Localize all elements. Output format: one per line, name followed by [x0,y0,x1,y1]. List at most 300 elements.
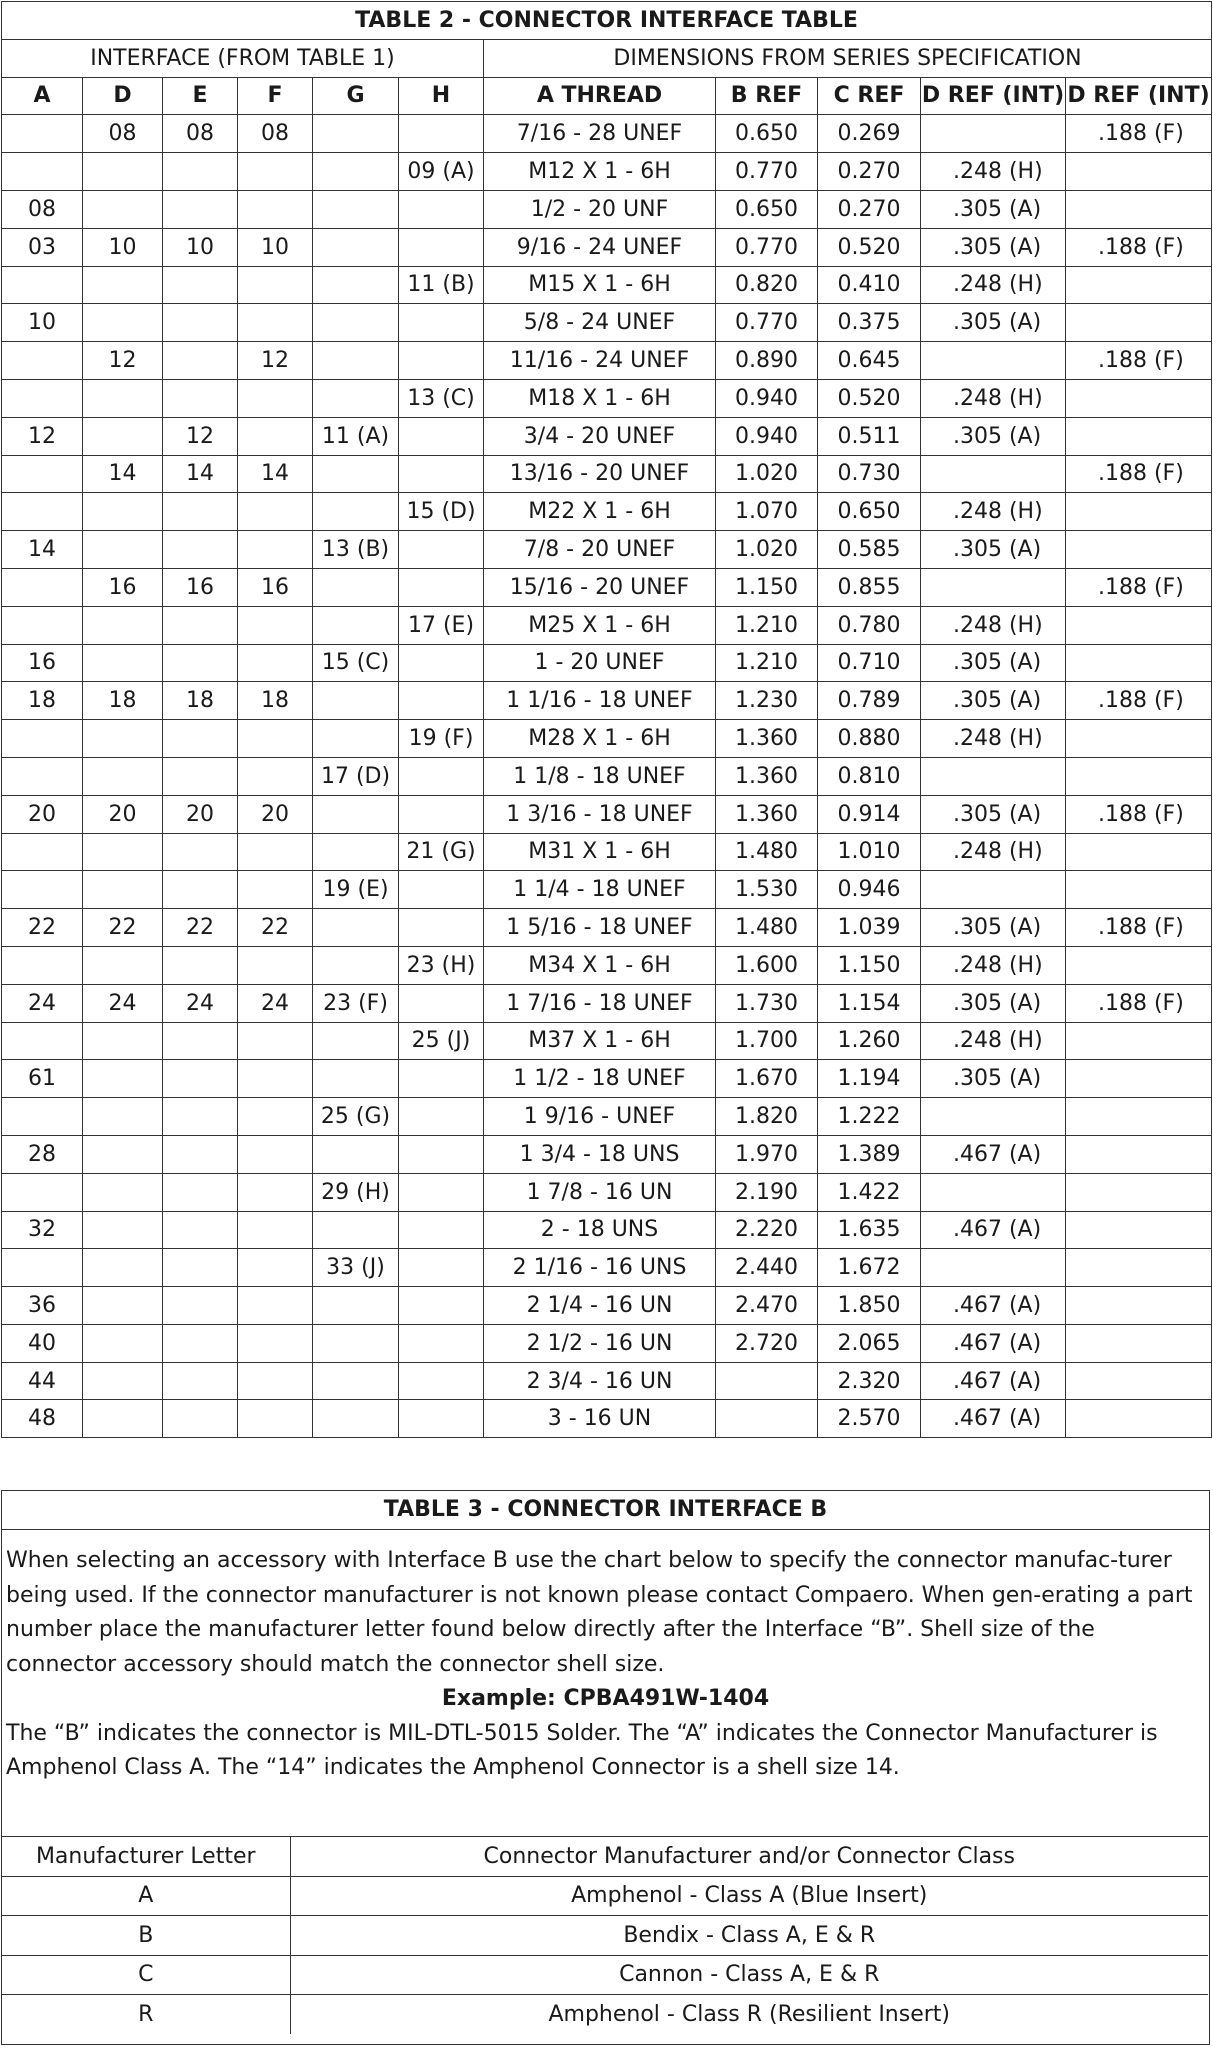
table-cell [238,1135,313,1173]
table-cell: 0.710 [818,644,921,682]
table-cell [1066,1287,1212,1325]
table-cell [1066,1249,1212,1287]
table-cell: 0.650 [716,190,818,228]
table-cell: 2 1/2 - 16 UN [484,1324,716,1362]
table-cell [2,720,83,758]
table-cell [238,1211,313,1249]
table-cell [83,1362,163,1400]
manufacturer-row [2,1995,1208,2034]
table-cell [313,379,399,417]
table-cell: 2 - 18 UNS [484,1211,716,1249]
table-cell: 0.855 [818,568,921,606]
table-cell [399,984,484,1022]
table-cell: 1.154 [818,984,921,1022]
table-cell: 19 (F) [399,720,484,758]
table-cell: 18 [2,682,83,720]
table-cell [313,606,399,644]
table-cell [2,153,83,191]
table-cell: 1.230 [716,682,818,720]
table-cell [238,1400,313,1438]
table-cell [83,1173,163,1211]
table-cell: 0.770 [716,228,818,266]
table-cell: 16 [83,568,163,606]
table-cell [83,1211,163,1249]
table-cell [1066,606,1212,644]
table-cell: 18 [238,682,313,720]
table-cell [2,1022,83,1060]
table-cell: 11 (B) [399,266,484,304]
table-cell: .248 (H) [921,153,1066,191]
table-cell: M22 X 1 - 6H [484,493,716,531]
table-cell [163,871,238,909]
table-cell [313,1324,399,1362]
manufacturer-letter: R [2,1995,290,2034]
table-cell: .467 (A) [921,1324,1066,1362]
table-cell [2,757,83,795]
table-row [2,1022,1212,1060]
table-cell: 40 [2,1324,83,1362]
table-cell: 16 [163,568,238,606]
table-cell: 1 1/16 - 18 UNEF [484,682,716,720]
table-cell: 2.570 [818,1400,921,1438]
table-cell [83,871,163,909]
table-cell: 1.222 [818,1098,921,1136]
table-cell [83,720,163,758]
table-cell [313,266,399,304]
table-cell: 0.770 [716,153,818,191]
table-row [2,1287,1212,1325]
table-cell [1066,720,1212,758]
table-cell [399,757,484,795]
table-cell [1066,1022,1212,1060]
table-cell [399,1400,484,1438]
table-row [2,682,1212,720]
table-cell [921,568,1066,606]
table-cell [238,1287,313,1325]
table-cell [921,871,1066,909]
table-cell [313,228,399,266]
table-cell [2,1249,83,1287]
table-row [2,1211,1212,1249]
table-cell [1066,190,1212,228]
table-cell: 12 [163,417,238,455]
table-cell: M15 X 1 - 6H [484,266,716,304]
table-cell [83,1060,163,1098]
table-cell: 48 [2,1400,83,1438]
table-cell [399,190,484,228]
table-cell: 0.914 [818,795,921,833]
table-cell [163,757,238,795]
table-cell: 0.940 [716,379,818,417]
table-cell: 0.375 [818,304,921,342]
table-cell [83,493,163,531]
table-cell [238,720,313,758]
table3-title: TABLE 3 - CONNECTOR INTERFACE B [2,1491,1209,1530]
table-cell: 1.020 [716,531,818,569]
table-cell [238,1324,313,1362]
table-cell [399,1287,484,1325]
table-cell [399,455,484,493]
table-cell: 22 [83,909,163,947]
table-cell [2,568,83,606]
table-cell: 14 [83,455,163,493]
column-header: D REF (INT) [1066,77,1212,115]
table-cell: .188 (F) [1066,115,1212,153]
table-cell: .188 (F) [1066,568,1212,606]
table-row [2,417,1212,455]
table-cell: 23 (F) [313,984,399,1022]
table-cell [83,757,163,795]
table-cell: .305 (A) [921,531,1066,569]
table-row [2,342,1212,380]
manufacturer-row [2,1876,1208,1916]
table-cell [399,682,484,720]
table-cell [399,1098,484,1136]
table-cell: 22 [2,909,83,947]
table-cell: 2.065 [818,1324,921,1362]
table-cell: .248 (H) [921,493,1066,531]
table-row [2,984,1212,1022]
table-cell [313,1287,399,1325]
table-row [2,531,1212,569]
table-cell: 1.670 [716,1060,818,1098]
table-cell: .188 (F) [1066,984,1212,1022]
table-cell: M28 X 1 - 6H [484,720,716,758]
column-header: B REF [716,77,818,115]
table-cell: 28 [2,1135,83,1173]
column-header: F [238,77,313,115]
table-cell [83,531,163,569]
table-cell: M25 X 1 - 6H [484,606,716,644]
manufacturer-row [2,1955,1208,1995]
table-cell: 1.070 [716,493,818,531]
table-cell [238,379,313,417]
table-cell: M12 X 1 - 6H [484,153,716,191]
table-cell [83,606,163,644]
table-cell [921,1098,1066,1136]
table-cell: 1.422 [818,1173,921,1211]
column-header: H [399,77,484,115]
table-cell: 1.194 [818,1060,921,1098]
manufacturer-header-row [2,1837,1208,1877]
table-cell: 0.789 [818,682,921,720]
table-cell [921,1173,1066,1211]
table-cell: 1/2 - 20 UNF [484,190,716,228]
table-cell: 1.360 [716,757,818,795]
table-cell [163,1249,238,1287]
table-cell: 1.480 [716,833,818,871]
table-cell [1066,379,1212,417]
table-cell [313,909,399,947]
table-cell: 3/4 - 20 UNEF [484,417,716,455]
table-cell [238,606,313,644]
table-cell [2,266,83,304]
table-cell [83,1400,163,1438]
table-cell [1066,1400,1212,1438]
table-cell: 0.880 [818,720,921,758]
table-cell [313,455,399,493]
table-cell: 17 (D) [313,757,399,795]
table-cell: 2.720 [716,1324,818,1362]
table-cell: 20 [163,795,238,833]
table-cell: .467 (A) [921,1287,1066,1325]
table-cell: 20 [238,795,313,833]
table-cell: 1 5/16 - 18 UNEF [484,909,716,947]
table-cell [238,757,313,795]
table-cell [1066,493,1212,531]
table-cell [313,304,399,342]
table3-instructions [2,1530,1209,1815]
table-cell: 08 [2,190,83,228]
table-cell [83,1135,163,1173]
manufacturer-name: Amphenol - Class R (Resilient Insert) [290,1995,1208,2034]
table-cell: 12 [2,417,83,455]
table-cell [238,1249,313,1287]
table-cell [399,1362,484,1400]
table-cell: 25 (G) [313,1098,399,1136]
column-header: A THREAD [484,77,716,115]
table-cell [399,228,484,266]
table-cell: .188 (F) [1066,455,1212,493]
table-row [2,115,1212,153]
table-cell [399,115,484,153]
table-cell [163,1400,238,1438]
table-row [2,909,1212,947]
table-cell [2,871,83,909]
table-cell [313,1362,399,1400]
table-cell: 0.520 [818,379,921,417]
table-cell [163,606,238,644]
table-cell: 20 [83,795,163,833]
table-cell [83,644,163,682]
table-cell: 0.890 [716,342,818,380]
table-cell: 18 [163,682,238,720]
table-row [2,493,1212,531]
table-cell [399,1060,484,1098]
table-cell: .248 (H) [921,946,1066,984]
table-cell [83,379,163,417]
table-cell: 1 1/2 - 18 UNEF [484,1060,716,1098]
table-cell [238,304,313,342]
table-cell [163,379,238,417]
table-cell: 1 1/4 - 18 UNEF [484,871,716,909]
table-cell: 7/8 - 20 UNEF [484,531,716,569]
table-cell: 0.770 [716,304,818,342]
table-cell [399,531,484,569]
table-cell [163,531,238,569]
table-cell: 1 9/16 - UNEF [484,1098,716,1136]
table-cell [238,493,313,531]
table-cell [399,1173,484,1211]
table-cell: 2.190 [716,1173,818,1211]
manufacturer-letter: C [2,1955,290,1995]
table-cell [1066,871,1212,909]
table-cell [399,909,484,947]
table-cell: 1 1/8 - 18 UNEF [484,757,716,795]
table-cell: 1.480 [716,909,818,947]
table-cell [716,1400,818,1438]
table-cell [238,871,313,909]
table-cell: 1.150 [818,946,921,984]
table-cell: 0.585 [818,531,921,569]
manufacturer-name: Amphenol - Class A (Blue Insert) [290,1876,1208,1916]
table-cell: .305 (A) [921,644,1066,682]
table-cell: 1 7/8 - 16 UN [484,1173,716,1211]
table-cell: .305 (A) [921,682,1066,720]
table-cell [313,1022,399,1060]
table-cell: 0.270 [818,190,921,228]
table-cell: 2 3/4 - 16 UN [484,1362,716,1400]
table-cell: M34 X 1 - 6H [484,946,716,984]
table-cell [238,644,313,682]
table-cell [1066,266,1212,304]
table-cell [163,1324,238,1362]
table-cell [83,1249,163,1287]
table-cell: .248 (H) [921,266,1066,304]
table-row [2,190,1212,228]
table-cell [1066,1135,1212,1173]
table-cell: 13 (B) [313,531,399,569]
table-cell: .248 (H) [921,606,1066,644]
example-part-number: Example: CPBA491W-1404 [441,1686,770,1711]
table-cell: .305 (A) [921,417,1066,455]
table-cell [238,153,313,191]
table-cell [163,1022,238,1060]
column-header: Connector Manufacturer and/or Connector Class [290,1837,1208,1877]
table-cell [83,946,163,984]
table-cell [1066,946,1212,984]
table-cell: .305 (A) [921,795,1066,833]
manufacturer-row [2,1916,1208,1956]
table-cell [313,1400,399,1438]
instructions-paragraph: When selecting an accessory with Interface B use the chart below to specify the connector manufac-turer being used. If the connector manufacturer is not known please contact Compaero. When gen-erating a part number place the manufacturer letter found below directly after the Interface “B”. Shell size of the connector accessory should match the connector shell size. [6,1548,1193,1677]
table-cell [313,493,399,531]
table-cell: 24 [2,984,83,1022]
table-cell [921,342,1066,380]
table-row [2,455,1212,493]
table-cell: 21 (G) [399,833,484,871]
table-row [2,757,1212,795]
table-cell: 09 (A) [399,153,484,191]
table-cell: 1.020 [716,455,818,493]
table-row [2,153,1212,191]
table-cell: 16 [2,644,83,682]
table-cell [83,304,163,342]
table-cell: .467 (A) [921,1362,1066,1400]
table-cell [83,266,163,304]
table-cell [83,833,163,871]
table-cell: 44 [2,1362,83,1400]
table-cell [163,644,238,682]
table-cell [313,946,399,984]
table-cell: 3 - 16 UN [484,1400,716,1438]
table-cell [1066,1211,1212,1249]
table-row [2,1362,1212,1400]
table-cell: 1.820 [716,1098,818,1136]
table-cell: 15 (D) [399,493,484,531]
table-cell [163,304,238,342]
table-cell [313,190,399,228]
table-cell: 2.470 [716,1287,818,1325]
table-cell: 9/16 - 24 UNEF [484,228,716,266]
table-cell [83,1287,163,1325]
table-cell: 1 3/4 - 18 UNS [484,1135,716,1173]
table-cell: 0.410 [818,266,921,304]
connector-interface-b-panel [1,1490,1210,2045]
table-cell: .305 (A) [921,984,1066,1022]
table-cell: .305 (A) [921,909,1066,947]
manufacturer-name: Cannon - Class A, E & R [290,1955,1208,1995]
table-row [2,304,1212,342]
table-cell [313,153,399,191]
table-cell: 1.850 [818,1287,921,1325]
table-cell [163,946,238,984]
table-cell [313,568,399,606]
table-cell: 08 [238,115,313,153]
table-cell [1066,644,1212,682]
table-cell [399,1211,484,1249]
table-cell: 25 (J) [399,1022,484,1060]
table-row [2,1060,1212,1098]
column-header: A [2,77,83,115]
table-cell: 7/16 - 28 UNEF [484,115,716,153]
table-cell: .248 (H) [921,720,1066,758]
table-cell: 10 [83,228,163,266]
table-cell [238,1060,313,1098]
table-cell: 1.150 [716,568,818,606]
table-cell: 13/16 - 20 UNEF [484,455,716,493]
connector-interface-table [1,1,1212,1438]
table-cell: .248 (H) [921,833,1066,871]
table-cell: 08 [83,115,163,153]
table-cell [399,644,484,682]
table-cell [83,417,163,455]
table-cell: 12 [83,342,163,380]
table-cell [2,1098,83,1136]
table-cell: 1.970 [716,1135,818,1173]
table-row [2,606,1212,644]
table-cell: .467 (A) [921,1135,1066,1173]
table-cell: 2.320 [818,1362,921,1400]
table-cell [238,1098,313,1136]
table2-group-dimensions: DIMENSIONS FROM SERIES SPECIFICATION [484,39,1212,77]
table-cell [238,417,313,455]
table-cell: 5/8 - 24 UNEF [484,304,716,342]
table2-title: TABLE 2 - CONNECTOR INTERFACE TABLE [2,2,1212,40]
table-cell: 0.650 [716,115,818,153]
example-explanation: The “B” indicates the connector is MIL-DTL-5015 Solder. The “A” indicates the Connector Manufacturer is Amphenol Class A. The “14” indicates the Amphenol Connector is a shell size 14. [6,1720,1158,1780]
table-cell [399,871,484,909]
table-cell [238,833,313,871]
column-header: C REF [818,77,921,115]
table-cell [921,1249,1066,1287]
table-cell: 1 3/16 - 18 UNEF [484,795,716,833]
table-cell: 16 [238,568,313,606]
table-cell: 12 [238,342,313,380]
table-cell [2,379,83,417]
table-cell [163,1362,238,1400]
table-cell: 1.360 [716,795,818,833]
table-cell [238,1022,313,1060]
table-cell [2,833,83,871]
table-cell: .305 (A) [921,228,1066,266]
table-cell: 36 [2,1287,83,1325]
table-cell: 1.600 [716,946,818,984]
table-cell: 22 [163,909,238,947]
manufacturer-letter-table [2,1836,1208,2034]
table-row [2,1173,1212,1211]
table-cell [238,1173,313,1211]
